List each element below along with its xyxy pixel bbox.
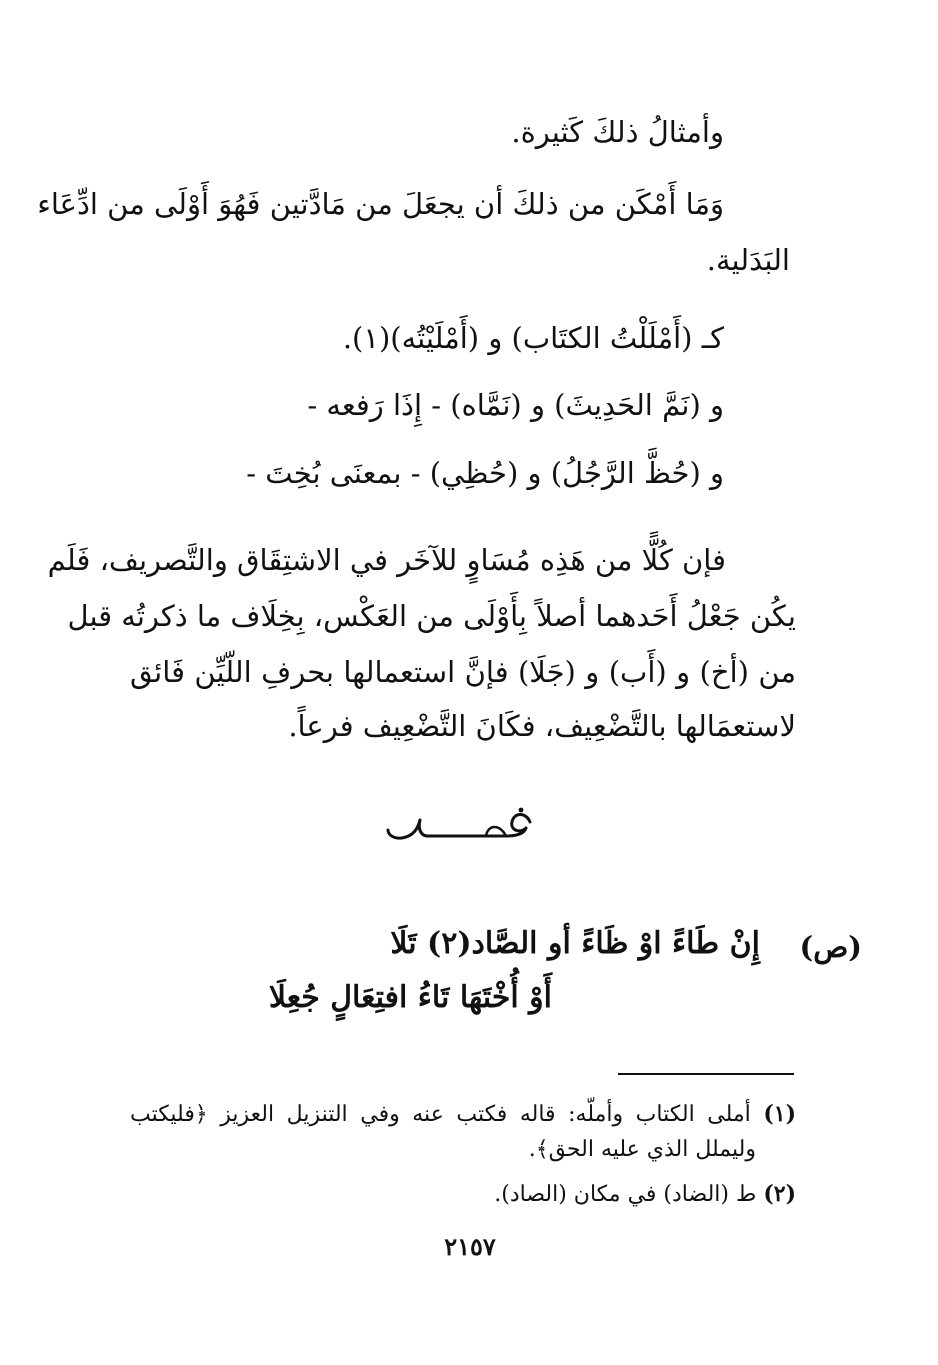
paragraph-line: من (أخ) و (أَب) و (جَلَا) فإنَّ استعمالها بحرفِ اللّيِّن فَائق [130,655,796,689]
footnote-text: ط (الضاد) في مكان (الصاد). [494,1182,757,1207]
verse-line-2: أَوْ أُخْتَهَا تَاءُ افتِعَالٍ جُعِلَا [268,980,552,1015]
verse-line-1: إِنْ طَاءً اوْ ظَاءً أو الصَّاد(٢) تَلَا [390,926,760,961]
footnote-number: (١) [763,1101,796,1127]
footnote-text: أملى الكتاب وأملّه: قاله فكتب عنه وفي التنزيل العزيز ﴿فليكتب [130,1102,751,1127]
footnote-1-line-1 [130,1098,796,1131]
section-heading [380,800,540,860]
paragraph-line: لاستعمَالها بالتَّضْعِيف، فكَانَ التَّضْعِيف فرعاً. [288,709,796,743]
verse-marker: (ص) [799,930,862,964]
paragraph-line: يكُن جَعْلُ أَحَدهما أصلاً بِأَوْلَى من العَكْس، بِخِلَاف ما ذكرتُه قبل [67,599,796,633]
example-line: و (حُظَّ الرَّجُلُ) و (حُظِي) - بمعنَى بُخِتَ - [246,456,724,490]
section-heading-calligraphy-icon [380,800,540,860]
footnote-divider [618,1073,794,1075]
footnote-1-line-2: وليملل الذي عليه الحق﴾. [528,1137,756,1162]
example-line: كـ (أَمْلَلْتُ الكتَاب) و (أَمْلَيْتُه)(١). [342,321,724,355]
paragraph-line: فإن كُلًّا من هَذِه مُسَاوٍ للآخَر في الاشتِقَاق والتَّصريف، فَلَم [47,543,726,577]
footnote-2 [470,1178,796,1211]
paragraph-line: البَدَلية. [706,243,790,277]
example-line: و (نَمَّ الحَدِيثَ) و (نَمَّاه) - إِذَا رَفعه - [307,388,724,422]
paragraph-line: وأمثالُ ذلكَ كَثيرة. [511,115,724,149]
footnote-number: (٢) [763,1181,796,1207]
paragraph-line: وَمَا أَمْكَن من ذلكَ أن يجعَلَ من مَادَّتين فَهُوَ أَوْلَى من ادِّعَاء [37,187,724,221]
page-number: ٢١٥٧ [444,1232,496,1261]
